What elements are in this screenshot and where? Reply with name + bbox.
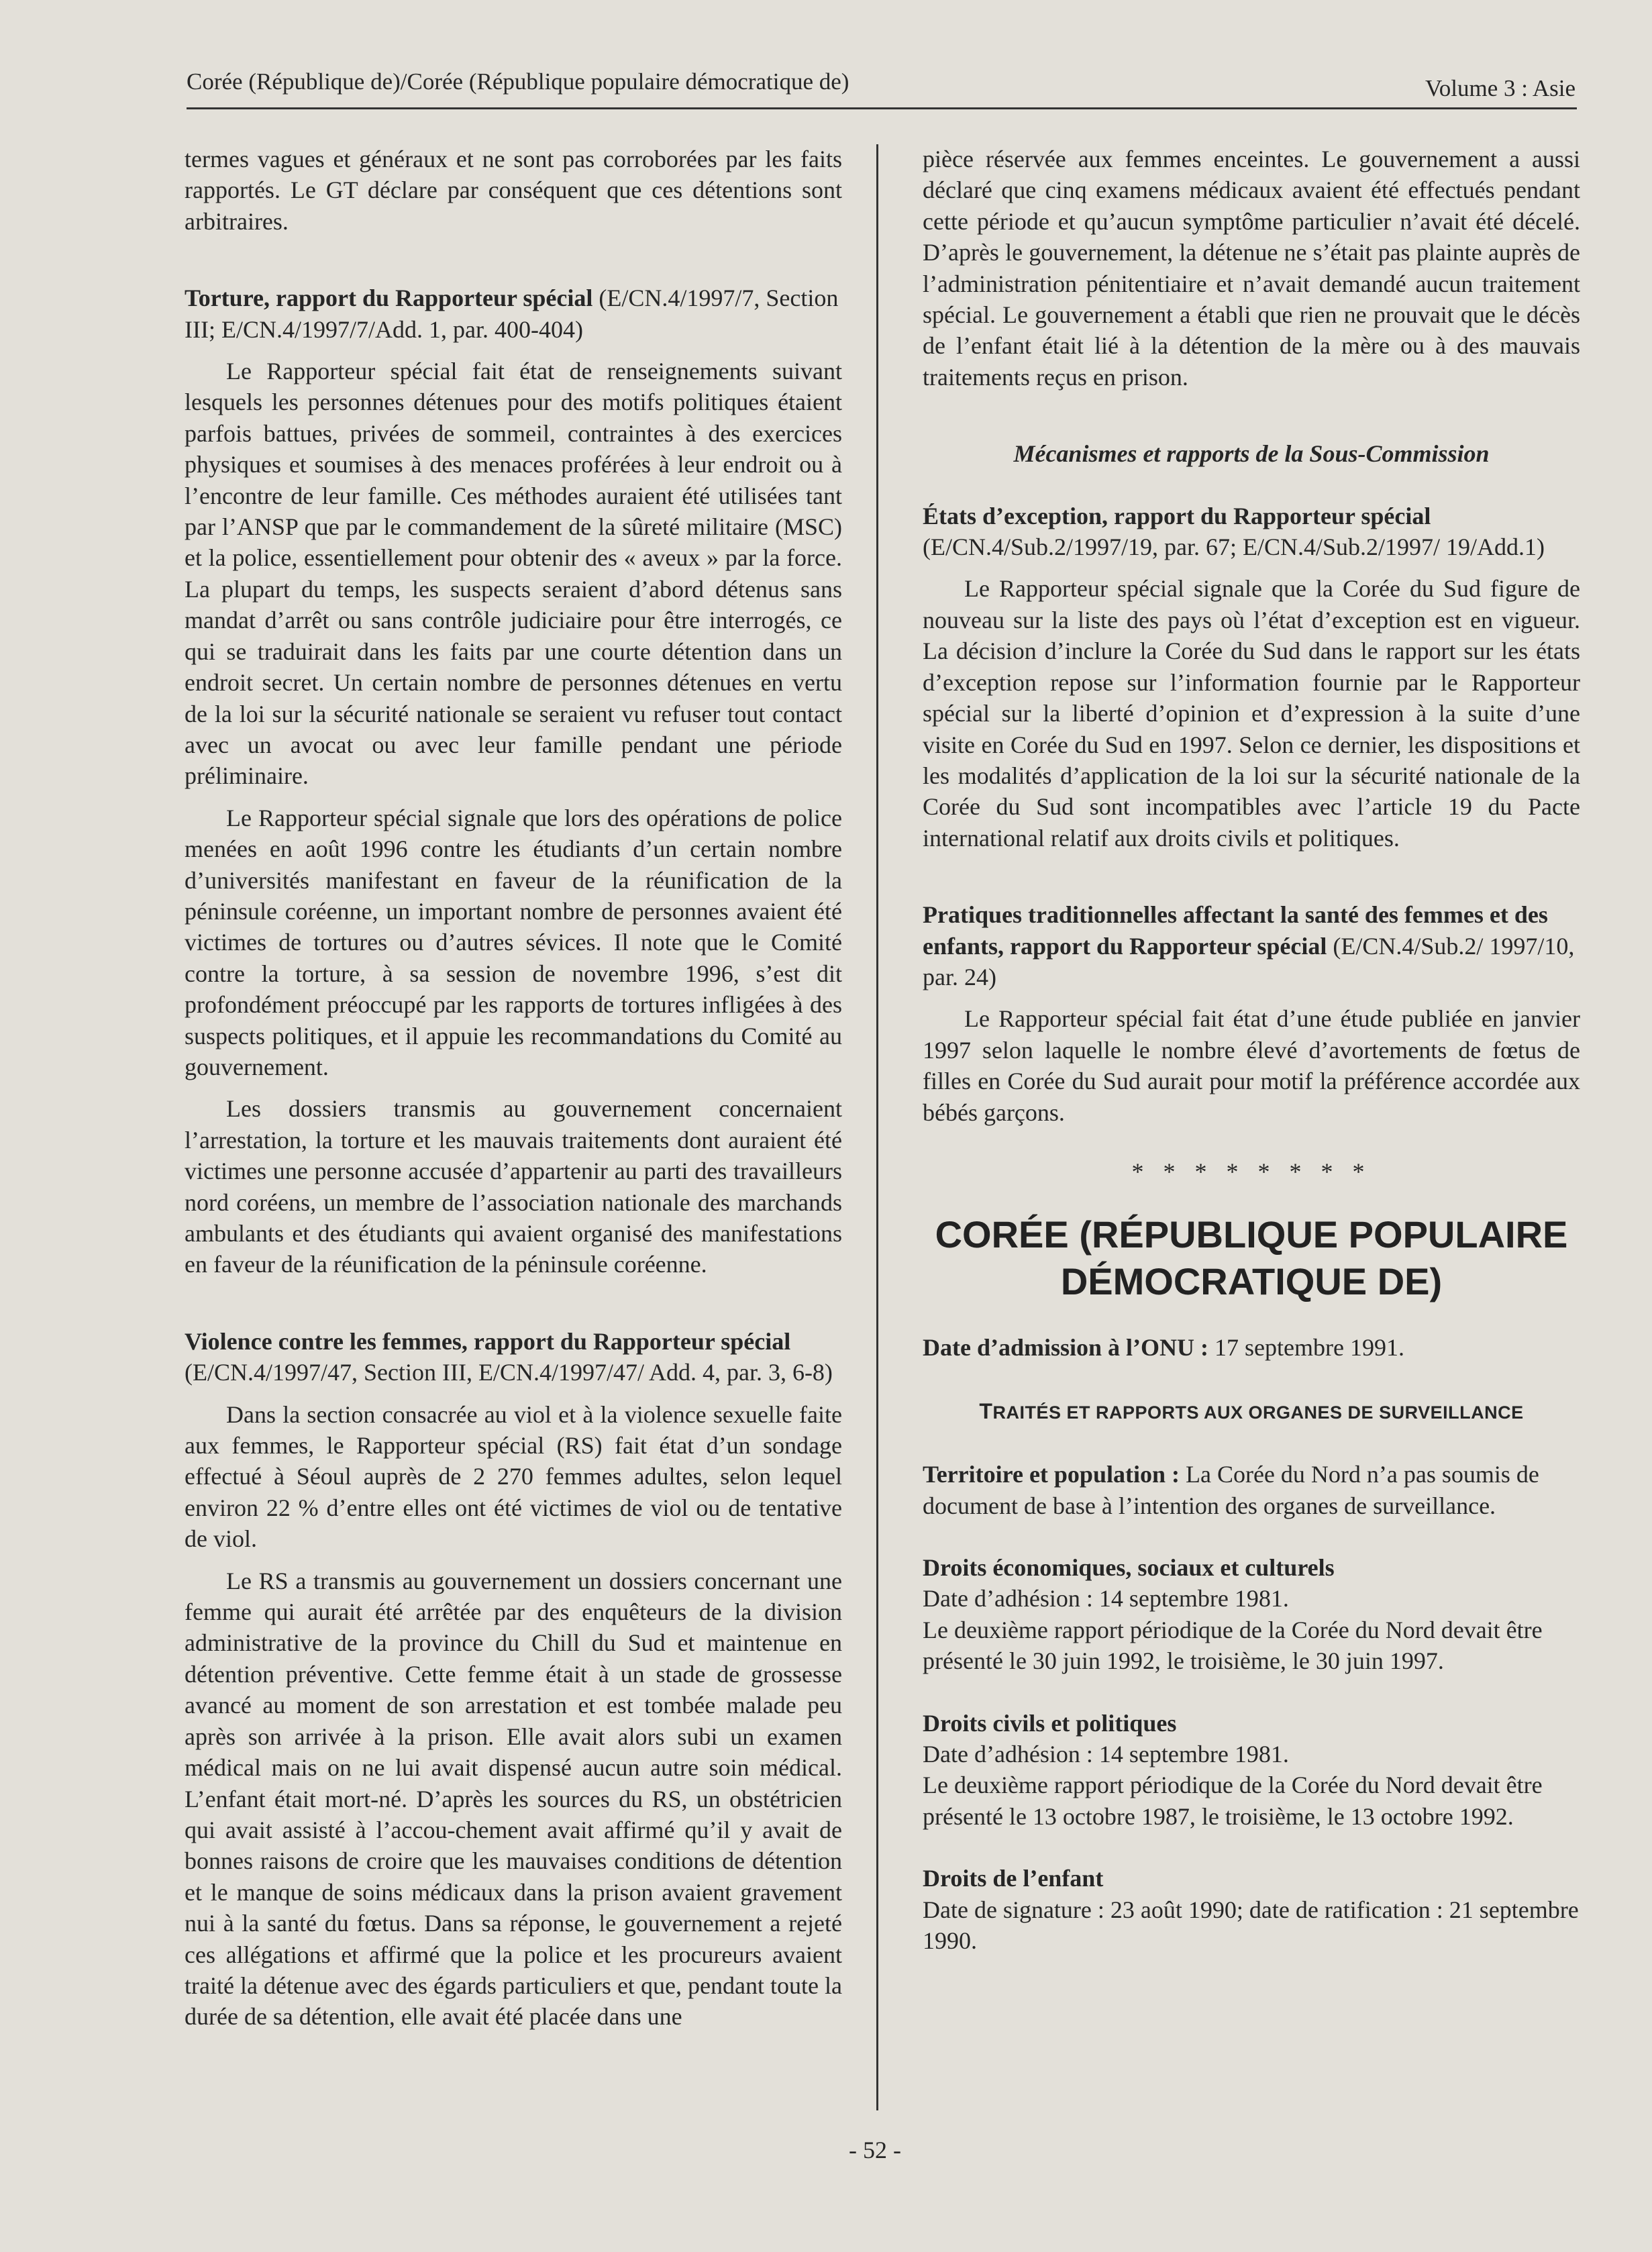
child-rights-dates: Date de signature : 23 août 1990; date de ratification : 21 septembre 1990.	[923, 1896, 1579, 1955]
exception-heading	[923, 501, 1580, 563]
exception-paragraph: Le Rapporteur spécial signale que la Corée du Sud figure de nouveau sur la liste des pays où l’état d’exception est en vigueur. La décision d’inclure la Corée du Sud dans le rapport sur les états d’exception repose sur l’information fournie par le Rapporteur spécial sur la liberté d’opinion et d’expression à la suite d’une visite en Corée du Sud en 1997. Selon ce dernier, les dispositions et les modalités d’application de la loi sur la sécurité nationale de la Corée du Sud sont incompatibles avec l’article 19 du Pacte international relatif aux droits civils et politiques.	[923, 575, 1580, 852]
civil-report-status: Le deuxième rapport périodique de la Corée du Nord devait être présenté le 13 octobre 1987, le troisième, le 13 octobre 1992.	[923, 1772, 1543, 1830]
civil-accession-date: Date d’adhésion : 14 septembre 1981.	[923, 1741, 1289, 1768]
territory-label: Territoire et population :	[923, 1461, 1180, 1488]
header-rule	[187, 107, 1577, 109]
economic-accession-date: Date d’adhésion : 14 septembre 1981.	[923, 1585, 1289, 1613]
section-separator-stars: * * * * * * * *	[1131, 1158, 1372, 1185]
economic-rights-block	[923, 1552, 1580, 1677]
territory-text: La Corée du Nord n’a pas soumis de document de base à l’intention des organes de surveillance.	[923, 1461, 1539, 1519]
child-rights-heading: Droits de l’enfant	[923, 1865, 1104, 1892]
column-divider	[876, 144, 878, 2110]
torture-heading	[185, 283, 842, 345]
admission-value: 17 septembre 1991.	[1208, 1334, 1404, 1362]
territory-paragraph	[923, 1459, 1580, 1521]
right-column	[923, 144, 1580, 1956]
torture-heading-ref: (E/CN.4/1997/7, Section III; E/CN.4/1997/7/Add. 1, par. 400-404)	[185, 285, 839, 343]
violence-heading-title: Violence contre les femmes, rapport du Rapporteur spécial	[185, 1327, 791, 1355]
violence-paragraph-2: Le RS a transmis au gouvernement un dossiers concernant une femme qui aurait été arrêtée par des enquêteurs de la division administrative de la province du Chill du Sud et maintenue en détention préventive. Cette femme était à un stade de grossesse avancé au moment de son arrestation et est tombée malade peu après son arrivée à la prison. Elle avait alors subi un examen médical mais on ne lui avait dispensé aucun autre soin médical. L’enfant était mort-né. D’après les sources du RS, un obstétricien qui avait assisté à l’accou-chement avait affirmé qu’il y avait de bonnes raisons de croire que les mauvaises conditions de détention et le manque de soins médicaux dans la prison avaient gravement nui à la santé du fœtus. Dans sa réponse, le gouvernement a rejeté ces allégations et affirmé que la police et les procureurs avaient traité la détenue avec des égards particuliers et que, pendant toute la durée de sa détention, elle avait été placée dans une	[185, 1567, 842, 2031]
violence-paragraph-1: Dans la section consacrée au viol et à la violence sexuelle faite aux femmes, le Rapporteur spécial (RS) fait état d’un sondage effectué à Séoul auprès de 2 270 femmes adultes, selon lequel environ 22 % d’entre elles ont été victimes de viol ou de tentative de viol.	[185, 1400, 842, 1553]
child-rights-block	[923, 1863, 1580, 1956]
page-number: - 52 -	[849, 2137, 901, 2163]
admission-date	[923, 1332, 1580, 1363]
torture-paragraph-2: Le Rapporteur spécial signale que lors des opérations de police menées en août 1996 contre les étudiants d’un certain nombre d’universités manifestant en faveur de la réunification de la péninsule coréenne, un important nombre de personnes avaient été victimes de tortures ou d’autres sévices. Il note que le Comité contre la torture, à sa session de novembre 1996, s’est dit profondément préoccupé par les rapports de tortures infligées à des suspects politiques, et il appuie les recommandations du Comité au gouvernement.	[185, 804, 842, 1080]
treaties-heading-text: TRAITÉS ET RAPPORTS AUX ORGANES DE SURVEILLANCE	[979, 1398, 1524, 1423]
traditional-heading	[923, 899, 1580, 992]
economic-rights-heading: Droits économiques, sociaux et culturels	[923, 1554, 1335, 1581]
exception-heading-ref: (E/CN.4/Sub.2/1997/19, par. 67; E/CN.4/Sub.2/1997/ 19/Add.1)	[923, 533, 1545, 561]
treaties-heading	[923, 1396, 1580, 1428]
exception-heading-title: États d’exception, rapport du Rapporteur spécial	[923, 502, 1431, 529]
country-title-line-1: CORÉE (RÉPUBLIQUE POPULAIRE	[935, 1213, 1568, 1256]
traditional-heading-title: Pratiques traditionnelles affectant la santé des femmes et des enfants, rapport du Rapporteur spécial	[923, 901, 1548, 960]
civil-rights-heading: Droits civils et politiques	[923, 1709, 1177, 1737]
left-column	[185, 144, 842, 2033]
traditional-paragraph: Le Rapporteur spécial fait état d’une étude publiée en janvier 1997 selon laquelle le nombre élevé d’avortements de fœtus de filles en Corée du Sud aurait pour motif la préférence accordée aux bébés garçons.	[923, 1005, 1580, 1126]
violence-heading-ref: (E/CN.4/1997/47, Section III, E/CN.4/1997/47/ Add. 4, par. 3, 6-8)	[185, 1359, 833, 1386]
country-title	[923, 1211, 1580, 1305]
torture-paragraph-1: Le Rapporteur spécial fait état de renseignements suivant lesquels les personnes détenues pour des motifs politiques étaient parfois battues, privées de sommeil, contraintes à des exercices physiques et soumises à des menaces proférées à leur endroit ou à l’encontre de leur famille. Ces méthodes auraient été utilisées tant par l’ANSP que par le commandement de la sûreté militaire (MSC) et la police, essentiellement pour obtenir des « aveux » par la force. La plupart du temps, les suspects seraient d’abord détenus sans mandat d’arrêt ou sans contrôle judiciaire pour être interrogés, ce qui se traduirait dans les faits par une courte détention dans un endroit secret. Un certain nombre de personnes détenues en vertu de la loi sur la sécurité nationale se seraient vu refuser tout contact avec un avocat ou avec leur famille pendant une période préliminaire.	[185, 358, 842, 790]
traditional-heading-ref: (E/CN.4/Sub.2/ 1997/10, par. 24)	[923, 932, 1575, 990]
continuation-paragraph: pièce réservée aux femmes enceintes. Le gouvernement a aussi déclaré que cinq examens médicaux avaient été effectués pendant cette période et qu’aucun symptôme particulier n’avait été décelé. D’après le gouvernement, la détenue ne s’était pas plainte auprès de l’administration pénitentiaire et n’avait demandé aucun traitement spécial. Le gouvernement a établi que rien ne prouvait que le décès de l’enfant était lié à la détention de la mère ou à des mauvais traitements reçus en prison.	[923, 146, 1580, 391]
civil-rights-block	[923, 1708, 1580, 1833]
admission-label: Date d’admission à l’ONU :	[923, 1334, 1209, 1362]
mechanisms-heading: Mécanismes et rapports de la Sous-Commission	[1013, 440, 1490, 468]
violence-heading	[185, 1326, 842, 1388]
running-header	[187, 62, 1576, 109]
economic-report-status: Le deuxième rapport périodique de la Corée du Nord devait être présenté le 30 juin 1992, le troisième, le 30 juin 1997.	[923, 1616, 1543, 1675]
intro-paragraph: termes vagues et généraux et ne sont pas corroborées par les faits rapportés. Le GT déclare par conséquent que ces détentions sont arbitraires.	[185, 146, 842, 235]
torture-paragraph-3: Les dossiers transmis au gouvernement concernaient l’arrestation, la torture et les mauvais traitements dont auraient été victimes une personne accusée d’appartenir au parti des travailleurs nord coréens, un membre de l’association nationale des marchands ambulants et des étudiants qui avaient organisé des manifestations en faveur de la réunification de la péninsule coréenne.	[185, 1095, 842, 1278]
header-title: Corée (République de)/Corée (République populaire démocratique de)	[187, 68, 849, 95]
torture-heading-title: Torture, rapport du Rapporteur spécial	[185, 285, 593, 312]
header-volume: Volume 3 : Asie	[1425, 75, 1576, 101]
country-title-line-2: DÉMOCRATIQUE DE)	[1060, 1260, 1443, 1303]
